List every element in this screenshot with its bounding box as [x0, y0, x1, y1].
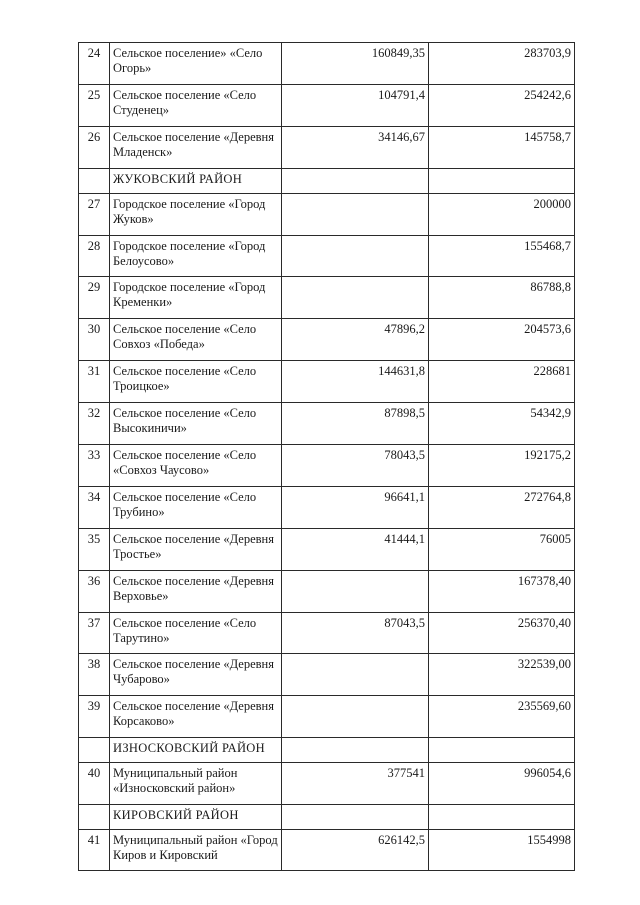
table-row — [79, 126, 575, 168]
value-column-1: 377541 — [282, 763, 429, 805]
value-column-1 — [282, 696, 429, 738]
settlement-name: Муниципальный район «Город Киров и Кировский — [110, 830, 282, 871]
table-row — [79, 319, 575, 361]
value-column-1: 96641,1 — [282, 486, 429, 528]
settlement-name: Сельское поселение «Деревня Младенск» — [110, 126, 282, 168]
value-column-1 — [282, 235, 429, 277]
row-number — [79, 168, 110, 193]
row-number: 29 — [79, 277, 110, 319]
value-column-2 — [429, 168, 575, 193]
value-column-2: 228681 — [429, 361, 575, 403]
table-body — [79, 43, 575, 871]
section-header-row — [79, 738, 575, 763]
row-number: 39 — [79, 696, 110, 738]
value-column-2: 155468,7 — [429, 235, 575, 277]
settlement-name: Сельское поселение «Деревня Верховье» — [110, 570, 282, 612]
table-row — [79, 654, 575, 696]
settlement-name: Сельское поселение «Деревня Тростье» — [110, 528, 282, 570]
section-title: ИЗНОСКОВСКИЙ РАЙОН — [110, 738, 282, 763]
value-column-1 — [282, 168, 429, 193]
table-row — [79, 277, 575, 319]
row-number: 27 — [79, 193, 110, 235]
row-number: 41 — [79, 830, 110, 871]
row-number: 36 — [79, 570, 110, 612]
value-column-2: 996054,6 — [429, 763, 575, 805]
section-header-row — [79, 805, 575, 830]
row-number: 25 — [79, 84, 110, 126]
section-header-row — [79, 168, 575, 193]
value-column-2: 167378,40 — [429, 570, 575, 612]
settlement-name: Городское поселение «Город Кременки» — [110, 277, 282, 319]
value-column-1: 87043,5 — [282, 612, 429, 654]
value-column-1 — [282, 277, 429, 319]
section-title: КИРОВСКИЙ РАЙОН — [110, 805, 282, 830]
value-column-1: 47896,2 — [282, 319, 429, 361]
settlement-name: Городское поселение «Город Жуков» — [110, 193, 282, 235]
settlement-name: Городское поселение «Город Белоусово» — [110, 235, 282, 277]
value-column-1 — [282, 654, 429, 696]
table-row — [79, 763, 575, 805]
value-column-2: 256370,40 — [429, 612, 575, 654]
value-column-2: 145758,7 — [429, 126, 575, 168]
value-column-2: 76005 — [429, 528, 575, 570]
value-column-1 — [282, 805, 429, 830]
table-row — [79, 696, 575, 738]
value-column-1 — [282, 570, 429, 612]
table-row — [79, 612, 575, 654]
settlement-name: Сельское поселение «Село «Совхоз Чаусово» — [110, 445, 282, 487]
row-number: 35 — [79, 528, 110, 570]
settlement-name: Сельское поселение «Село Высокиничи» — [110, 403, 282, 445]
table-row — [79, 361, 575, 403]
value-column-2 — [429, 738, 575, 763]
table-row — [79, 84, 575, 126]
table-row — [79, 193, 575, 235]
settlement-name: Сельское поселение «Село Трубино» — [110, 486, 282, 528]
value-column-2: 200000 — [429, 193, 575, 235]
table-row — [79, 43, 575, 85]
value-column-1: 87898,5 — [282, 403, 429, 445]
section-title: ЖУКОВСКИЙ РАЙОН — [110, 168, 282, 193]
settlement-name: Муниципальный район «Износковский район» — [110, 763, 282, 805]
table-row — [79, 830, 575, 871]
row-number: 30 — [79, 319, 110, 361]
settlement-name: Сельское поселение» «Село Огорь» — [110, 43, 282, 85]
row-number: 26 — [79, 126, 110, 168]
value-column-2: 283703,9 — [429, 43, 575, 85]
budget-table — [78, 42, 575, 871]
table-row — [79, 528, 575, 570]
value-column-2: 272764,8 — [429, 486, 575, 528]
value-column-2: 86788,8 — [429, 277, 575, 319]
value-column-1: 144631,8 — [282, 361, 429, 403]
value-column-1 — [282, 193, 429, 235]
value-column-2: 192175,2 — [429, 445, 575, 487]
row-number: 31 — [79, 361, 110, 403]
table-row — [79, 486, 575, 528]
settlement-name: Сельское поселение «Деревня Чубарово» — [110, 654, 282, 696]
row-number: 33 — [79, 445, 110, 487]
row-number: 37 — [79, 612, 110, 654]
row-number: 38 — [79, 654, 110, 696]
row-number: 24 — [79, 43, 110, 85]
row-number: 32 — [79, 403, 110, 445]
table-row — [79, 235, 575, 277]
settlement-name: Сельское поселение «Село Студенец» — [110, 84, 282, 126]
value-column-1 — [282, 738, 429, 763]
table-row — [79, 445, 575, 487]
value-column-2: 1554998 — [429, 830, 575, 871]
value-column-1: 160849,35 — [282, 43, 429, 85]
value-column-1: 78043,5 — [282, 445, 429, 487]
settlement-name: Сельское поселение «Село Троицкое» — [110, 361, 282, 403]
settlement-name: Сельское поселение «Деревня Корсаково» — [110, 696, 282, 738]
value-column-1: 34146,67 — [282, 126, 429, 168]
table-row — [79, 570, 575, 612]
value-column-2: 54342,9 — [429, 403, 575, 445]
value-column-2: 322539,00 — [429, 654, 575, 696]
value-column-1: 104791,4 — [282, 84, 429, 126]
value-column-1: 41444,1 — [282, 528, 429, 570]
row-number — [79, 738, 110, 763]
row-number — [79, 805, 110, 830]
settlement-name: Сельское поселение «Село Тарутино» — [110, 612, 282, 654]
value-column-1: 626142,5 — [282, 830, 429, 871]
value-column-2: 235569,60 — [429, 696, 575, 738]
row-number: 34 — [79, 486, 110, 528]
value-column-2: 204573,6 — [429, 319, 575, 361]
row-number: 28 — [79, 235, 110, 277]
row-number: 40 — [79, 763, 110, 805]
settlement-name: Сельское поселение «Село Совхоз «Победа» — [110, 319, 282, 361]
table-row — [79, 403, 575, 445]
value-column-2: 254242,6 — [429, 84, 575, 126]
value-column-2 — [429, 805, 575, 830]
